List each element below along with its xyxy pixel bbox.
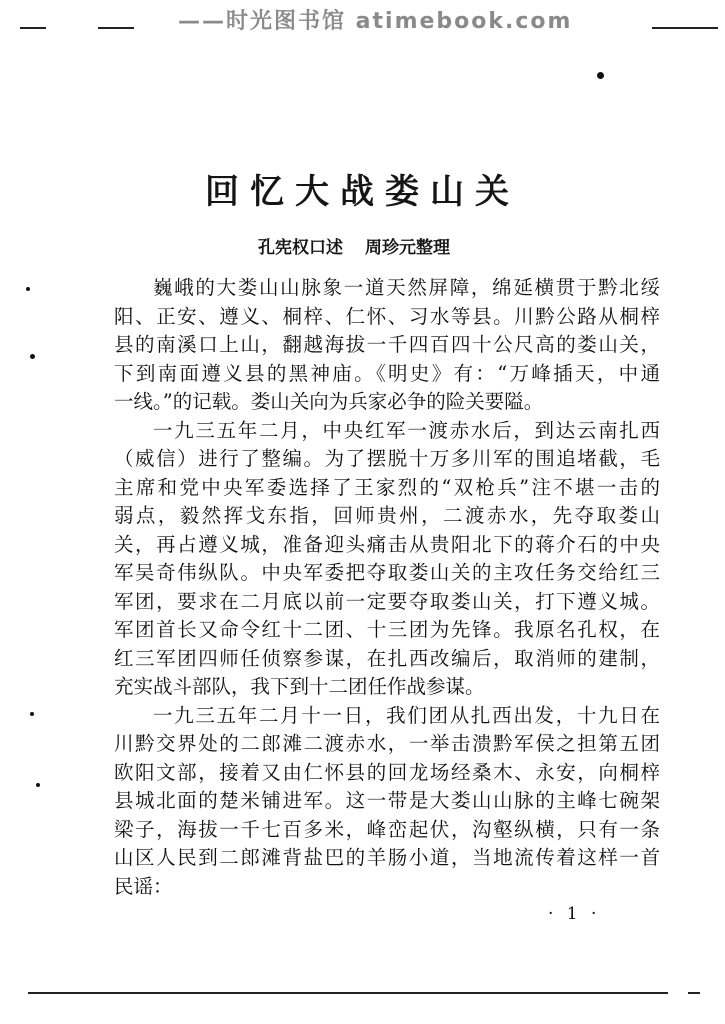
paragraph-1-line: 阳、正安、遵义、桐梓、仁怀、习水等县。川黔公路从桐梓 [114, 304, 660, 328]
byline-editor: 周珍元整理 [365, 238, 450, 258]
paragraph-2-line: 一九三五年二月，中央红军一渡赤水后，到达云南扎西 [153, 418, 660, 442]
paragraph-3-line: 一九三五年二月十一日，我们团从扎西出发，十九日在 [153, 703, 660, 727]
paragraph-2-line: 军吴奇伟纵队。中央军委把夺取娄山关的主攻任务交给红三 [114, 561, 660, 584]
byline-narrator: 孔宪权口述 [258, 238, 343, 258]
paragraph-1-line: 巍峨的大娄山山脉象一道天然屏障，绵延横贯于黔北绥 [153, 276, 660, 299]
paragraph-3-line: 欧阳文部，接着又由仁怀县的回龙场经桑木、永安，向桐梓 [114, 760, 660, 784]
paragraph-3-line: 梁子，海拔一千七百多米，峰峦起伏，沟壑纵横，只有一条 [114, 817, 660, 841]
paragraph-2-line: 弱点，毅然挥戈东指，回师贵州，二渡赤水，先夺取娄山 [114, 504, 660, 527]
paragraph-2-line: 红三军团四师任侦察参谋，在扎西改编后，取消师的建制， [114, 646, 660, 670]
margin-mark [30, 712, 34, 716]
margin-mark [26, 287, 30, 291]
article-body [114, 274, 660, 901]
paragraph-2-line: 军团首长又命令红十二团、十三团为先锋。我原名孔权，在 [114, 618, 660, 641]
footer-rule [28, 992, 668, 994]
paragraph-2-line: （威信）进行了整编。为了摆脱十万多川军的围追堵截，毛 [114, 447, 660, 470]
paragraph-1-line: 下到南面遵义县的黑神庙。《明史》有：“万峰插天，中通 [114, 361, 660, 385]
margin-mark [597, 72, 604, 79]
header-rule-short [98, 27, 134, 29]
article-title: 回忆大战娄山关 [205, 172, 520, 212]
byline [258, 233, 450, 258]
paragraph-3-line: 山区人民到二郎滩背盐巴的羊肠小道，当地流传着这样一首 [114, 846, 660, 869]
page-number: · 1 · [548, 904, 601, 924]
paragraph-2-line: 关，再占遵义城，准备迎头痛击从贵阳北下的蒋介石的中央 [114, 532, 660, 556]
paragraph-1-line: 一线。”的记载。娄山关向为兵家必争的险关要隘。 [114, 390, 544, 413]
paragraph-3-line: 民谣： [114, 874, 173, 898]
watermark: ——时光图书馆 atimebook.com [178, 9, 573, 34]
header-rule-left [20, 27, 46, 29]
margin-mark [30, 354, 35, 359]
paragraph-2-line: 充实战斗部队，我下到十二团任作战参谋。 [114, 675, 485, 698]
paragraph-1-line: 县的南溪口上山，翻越海拔一千四百四十公尺高的娄山关， [114, 333, 660, 356]
paragraph-2-line: 军团，要求在二月底以前一定要夺取娄山关，打下遵义城。 [114, 589, 660, 613]
footer-rule-short [688, 992, 700, 994]
margin-mark [36, 783, 40, 787]
paragraph-3-line: 川黔交界处的二郎滩二渡赤水，一举击溃黔军侯之担第五团 [114, 732, 660, 755]
paragraph-3-line: 县城北面的楚米铺进军。这一带是大娄山山脉的主峰七碗架 [114, 789, 660, 812]
paragraph-2-line: 主席和党中央军委选择了王家烈的“双枪兵”注不堪一击的 [114, 475, 660, 499]
header-rule-right [652, 27, 718, 29]
